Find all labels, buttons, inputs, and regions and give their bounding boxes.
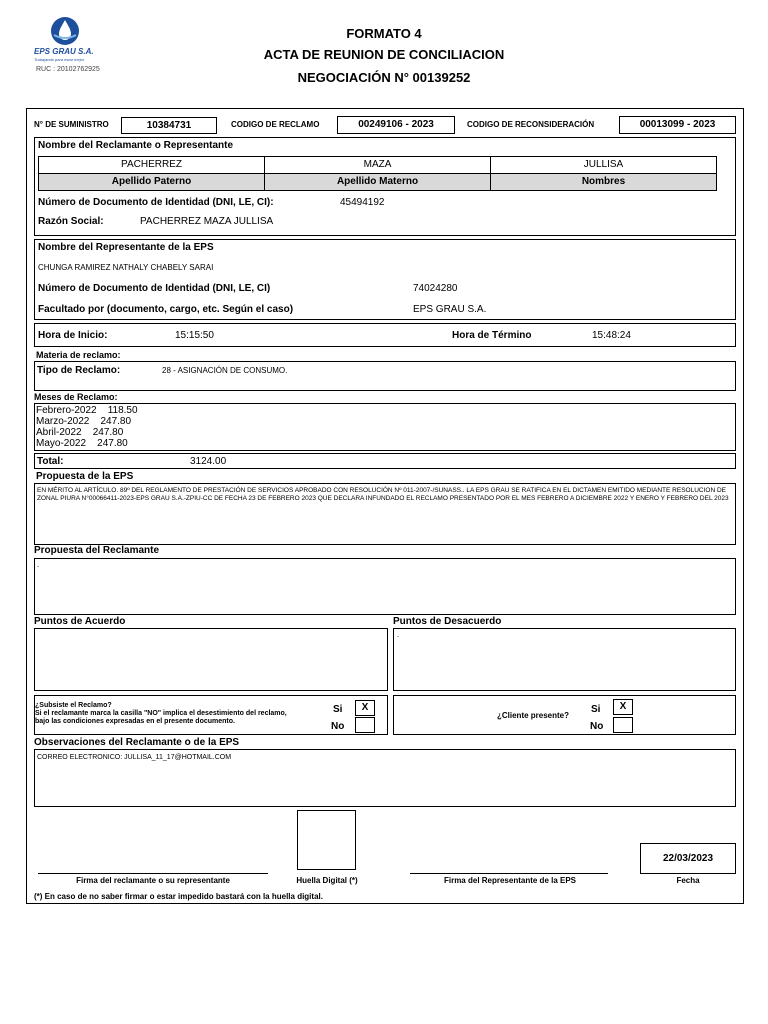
- hora-termino-value: 15:48:24: [592, 330, 631, 341]
- company-name: EPS GRAU S.A.: [34, 47, 94, 56]
- company-slogan: Trabajando para estar mejor: [34, 57, 85, 62]
- meses-label: Meses de Reclamo:: [34, 392, 118, 402]
- apellido-materno-label: Apellido Materno: [264, 173, 491, 191]
- fecha-value: 22/03/2023: [640, 843, 736, 874]
- ruc: RUC : 20102762925: [36, 66, 100, 73]
- eps-fac-value: EPS GRAU S.A.: [413, 304, 487, 315]
- tipo-reclamo-section: [34, 361, 736, 391]
- firma-reclamante-label: Firma del reclamante o su representante: [76, 876, 230, 885]
- footnote: (*) En caso de no saber firmar o estar impedido bastará con la huella digital.: [34, 892, 323, 901]
- propuesta-rec-label: Propuesta del Reclamante: [34, 545, 160, 556]
- eps-rep-name: CHUNGA RAMIREZ NATHALY CHABELY SARAI: [38, 263, 214, 272]
- formato: FORMATO 4: [346, 26, 422, 41]
- propuesta-rec-box: [34, 558, 736, 615]
- apellido-paterno-value: PACHERREZ: [38, 156, 265, 174]
- cliente-si-label: Si: [591, 704, 601, 715]
- cliente-si-checkbox[interactable]: X: [613, 699, 633, 715]
- subsiste-note: Si el reclamante marca la casilla "NO" implica el desestimiento del reclamo, bajo las condiciones expresadas en el presente documento.: [35, 710, 287, 725]
- desacuerdo-text: .: [397, 630, 400, 639]
- tipo-reclamo-value: 28 - ASIGNACIÓN DE CONSUMO.: [162, 366, 288, 375]
- negociacion-number: NEGOCIACIÓN N° 00139252: [297, 70, 471, 85]
- firma-eps-line: [410, 873, 608, 874]
- propuesta-rec-text: .: [37, 560, 40, 569]
- reclamo-label: CODIGO DE RECLAMO: [231, 120, 320, 129]
- eps-fac-label: Facultado por (documento, cargo, etc. Según el caso): [38, 304, 294, 315]
- eps-doc-value: 74024280: [413, 283, 458, 294]
- desacuerdo-label: Puntos de Desacuerdo: [393, 616, 502, 627]
- recons-label: CODIGO DE RECONSIDERACIÓN: [467, 120, 595, 129]
- subsiste-no-checkbox[interactable]: [355, 717, 375, 733]
- cliente-no-checkbox[interactable]: [613, 717, 633, 733]
- total-value: 3124.00: [190, 456, 227, 467]
- firma-reclamante-line: [38, 873, 268, 874]
- desacuerdo-box: [393, 628, 736, 691]
- meses-item: Febrero-2022 118.50: [36, 405, 138, 416]
- razon-value: PACHERREZ MAZA JULLISA: [140, 216, 274, 227]
- cliente-no-label: No: [590, 721, 604, 732]
- hora-inicio-value: 15:15:50: [175, 330, 214, 341]
- total-section: [34, 453, 736, 469]
- hora-inicio-label: Hora de Inicio:: [38, 330, 108, 341]
- apellido-paterno-label: Apellido Paterno: [38, 173, 265, 191]
- total-label: Total:: [37, 456, 64, 467]
- nombres-value: JULLISA: [490, 156, 717, 174]
- eps-rep-title: Nombre del Representante de la EPS: [38, 242, 214, 253]
- suministro-label: N° DE SUMINISTRO: [34, 120, 109, 129]
- huella-box: [297, 810, 356, 870]
- subsiste-si-label: Si: [333, 704, 343, 715]
- materia-label: Materia de reclamo:: [36, 350, 121, 360]
- propuesta-eps-label: Propuesta de la EPS: [36, 471, 134, 482]
- observaciones-label: Observaciones del Reclamante o de la EPS: [34, 737, 240, 748]
- recons-value: 00013099 - 2023: [619, 116, 736, 134]
- subsiste-no-label: No: [331, 721, 345, 732]
- firma-eps-label: Firma del Representante de la EPS: [443, 876, 577, 885]
- tipo-reclamo-label: Tipo de Reclamo:: [37, 365, 121, 376]
- apellido-materno-value: MAZA: [264, 156, 491, 174]
- subsiste-si-checkbox[interactable]: X: [355, 700, 375, 716]
- meses-item: Mayo-2022 247.80: [36, 438, 128, 449]
- meses-item: Marzo-2022 247.80: [36, 416, 132, 427]
- huella-label: Huella Digital (*): [296, 876, 358, 885]
- meses-item: Abril-2022 247.80: [36, 427, 124, 438]
- propuesta-eps-text: EN MÉRITO AL ARTÍCULO. 89º DEL REGLAMENTO DE PRESTACIÓN DE SERVICIOS APROBADO CON RESOLUCIÓN Nº 011-2007-/SUNASS.. LA EPS GRAU SE RATIFICA EN EL DICTAMEN EMITIDO MEDIANTE RESOLUCION DE ZONAL PIURA N°00066411-2023-EPS GRAU S.A.-ZPIU-CC DE FECHA 23 DE FEBRERO 2023 QUE DECLARA INFUNDADO EL RECLAMO PRESENTADO POR EL MES FEBRERO A DICIEMBRE 2022 Y ENERO Y FEBRERO DEL 2023: [37, 487, 729, 502]
- reclamante-title: Nombre del Reclamante o Representante: [38, 140, 234, 151]
- acuerdo-box: [34, 628, 388, 691]
- doc-value: 45494192: [340, 197, 385, 208]
- eps-doc-label: Número de Documento de Identidad (DNI, LE, CI): [38, 283, 271, 294]
- hora-termino-label: Hora de Término: [452, 330, 532, 341]
- cliente-question: ¿Cliente presente?: [497, 711, 570, 720]
- doc-label: Número de Documento de Identidad (DNI, LE, CI):: [38, 197, 274, 208]
- subsiste-question: ¿Subsiste el Reclamo?: [35, 702, 112, 709]
- fecha-label: Fecha: [676, 876, 700, 885]
- suministro-value: 10384731: [121, 117, 217, 134]
- razon-label: Razón Social:: [38, 216, 104, 227]
- nombres-label: Nombres: [490, 173, 717, 191]
- acuerdo-label: Puntos de Acuerdo: [34, 616, 126, 627]
- observaciones-text: CORREO ELECTRONICO: JULLISA_11_17@HOTMAIL.COM: [37, 754, 232, 761]
- page-title: ACTA DE REUNION DE CONCILIACION: [263, 47, 505, 62]
- reclamo-value: 00249106 - 2023: [337, 116, 455, 134]
- meses-section: [34, 403, 736, 451]
